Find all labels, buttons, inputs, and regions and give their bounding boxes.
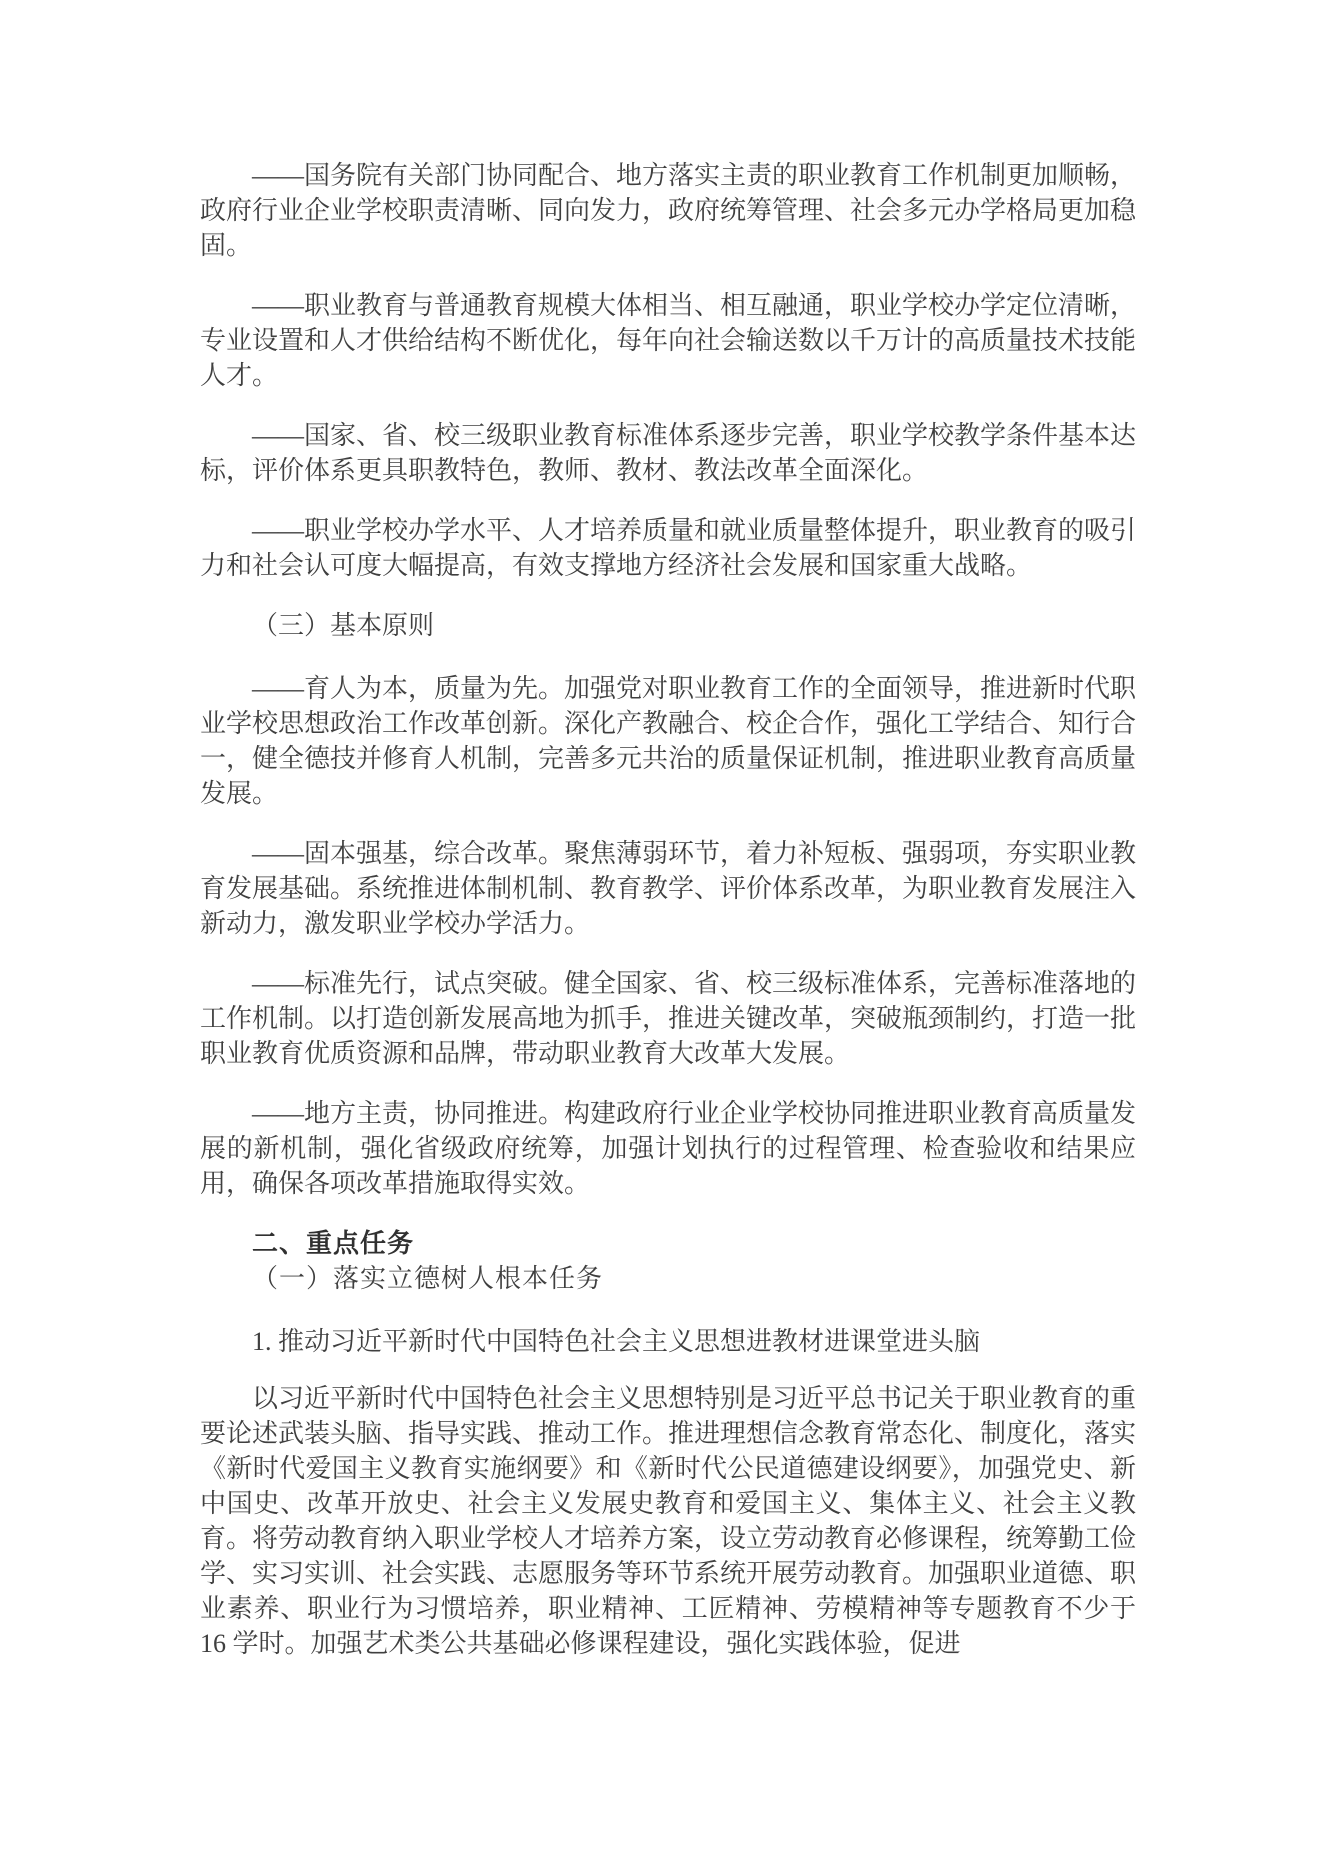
dash-paragraph-local-responsibility: ——地方主责，协同推进。构建政府行业企业学校协同推进职业教育高质量发展的新机制，强化省级政府统筹，加强计划执行的过程管理、检查验收和结果应用，确保各项改革措施取得实效。	[200, 1099, 1137, 1198]
dash-paragraph-consolidate-foundation: ——固本强基，综合改革。聚焦薄弱环节，着力补短板、强弱项，夯实职业教育发展基础。系统推进体制机制、教育教学、评价体系改革，为职业教育发展注入新动力，激发职业学校办学活力。	[200, 839, 1137, 938]
dash-paragraph-standards-first: ——标准先行，试点突破。健全国家、省、校三级标准体系，完善标准落地的工作机制。以打造创新发展高地为抓手，推进关键改革，突破瓶颈制约，打造一批职业教育优质资源和品牌，带动职业教育大改革大发展。	[200, 969, 1137, 1068]
section-heading-key-tasks: 二、重点任务	[252, 1228, 415, 1258]
numbered-item-xi-thought: 1. 推动习近平新时代中国特色社会主义思想进教材进课堂进头脑	[252, 1327, 981, 1356]
dash-paragraph-school-quality: ——职业学校办学水平、人才培养质量和就业质量整体提升，职业教育的吸引力和社会认可度大幅提高，有效支撑地方经济社会发展和国家重大战略。	[200, 516, 1137, 580]
dash-paragraph-scale-parity: ——职业教育与普通教育规模大体相当、相互融通，职业学校办学定位清晰，专业设置和人才供给结构不断优化，每年向社会输送数以千万计的高质量技术技能人才。	[200, 291, 1137, 390]
dash-paragraph-education-first: ——育人为本，质量为先。加强党对职业教育工作的全面领导，推进新时代职业学校思想政治工作改革创新。深化产教融合、校企合作，强化工学结合、知行合一，健全德技并修育人机制，完善多元共治的质量保证机制，推进职业教育高质量发展。	[200, 674, 1137, 808]
body-paragraph-xi-thought-detail: 以习近平新时代中国特色社会主义思想特别是习近平总书记关于职业教育的重要论述武装头脑、指导实践、推动工作。推进理想信念教育常态化、制度化，落实《新时代爱国主义教育实施纲要》和《新时代公民道德建设纲要》，加强党史、新中国史、改革开放史、社会主义发展史教育和爱国主义、集体主义、社会主义教育。将劳动教育纳入职业学校人才培养方案，设立劳动教育必修课程，统筹勤工俭学、实习实训、社会实践、志愿服务等环节系统开展劳动教育。加强职业道德、职业素养、职业行为习惯培养，职业精神、工匠精神、劳模精神等专题教育不少于 16 学时。加强艺术类公共基础必修课程建设，强化实践体验，促进	[200, 1384, 1137, 1658]
dash-paragraph-work-mechanism: ——国务院有关部门协同配合、地方落实主责的职业教育工作机制更加顺畅，政府行业企业学校职责清晰、同向发力，政府统筹管理、社会多元办学格局更加稳固。	[200, 161, 1137, 260]
document-content	[200, 158, 1136, 1661]
subheading-moral-education-task: （一）落实立德树人根本任务	[252, 1264, 604, 1293]
subheading-basic-principles: （三）基本原则	[252, 611, 435, 640]
dash-paragraph-standard-system: ——国家、省、校三级职业教育标准体系逐步完善，职业学校教学条件基本达标，评价体系更具职教特色，教师、教材、教法改革全面深化。	[200, 421, 1137, 485]
